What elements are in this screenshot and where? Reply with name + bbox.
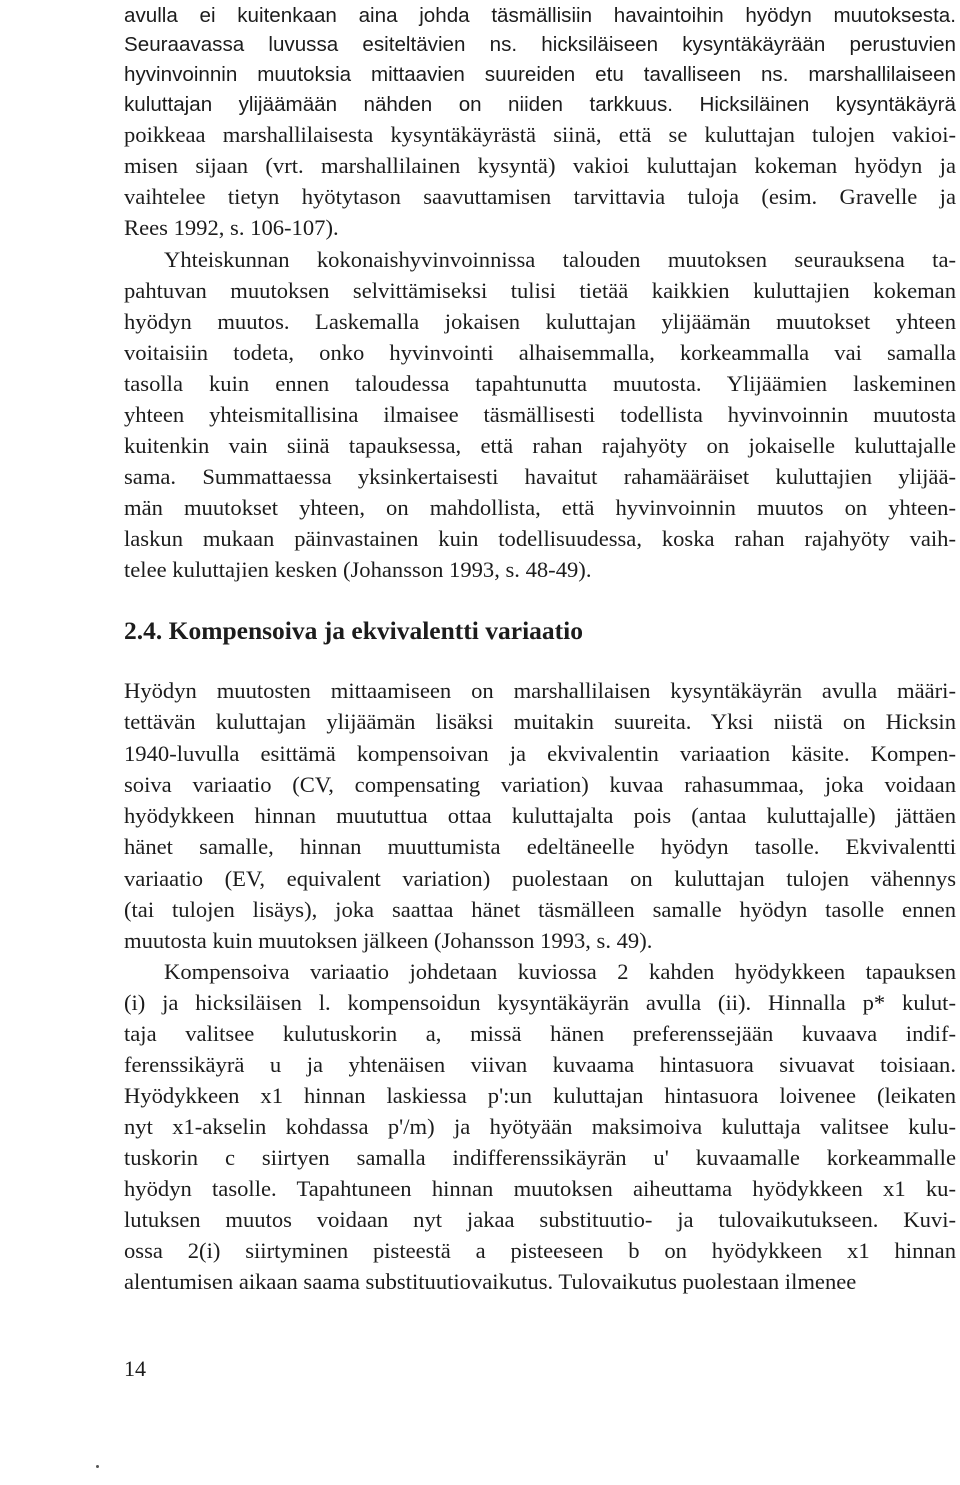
text-line: (i) ja hicksiläisen l. kompensoidun kysyntäkäyrän avulla (ii). Hinnalla p* kulut- <box>124 990 956 1015</box>
text-line: pahtuvan muutoksen selvittämiseksi tulisi tietää kaikkien kuluttajien kokeman <box>124 278 956 303</box>
page-number: 14 <box>124 1356 146 1381</box>
text-line: sama. Summattaessa yksinkertaisesti havaitut rahamääräiset kuluttajien ylijää- <box>124 464 956 489</box>
text-line: vaihtelee tietyn hyötytason saavuttamisen tarvittavia tuloja (esim. Gravelle ja <box>124 184 956 209</box>
text-line: misen sijaan (vrt. marshallilainen kysyntä) vakioi kuluttajan kokeman hyödyn ja <box>124 153 956 178</box>
text-line: hyödykkeen hinnan muututtua ottaa kuluttajalta pois (antaa kuluttajalle) jättäen <box>124 803 956 828</box>
text-line: Hyödykkeen x1 hinnan laskiessa p':un kuluttajan hintasuora loivenee (leikaten <box>124 1083 956 1108</box>
text-line: ossa 2(i) siirtyminen pisteestä a pisteeseen b on hyödykkeen x1 hinnan <box>124 1238 956 1263</box>
text-line: Kompensoiva variaatio johdetaan kuviossa 2 kahden hyödykkeen tapauksen <box>164 959 956 984</box>
text-line: soiva variaatio (CV, compensating variation) kuvaa rahasummaa, joka voidaan <box>124 772 956 797</box>
text-line: yhteen yhteismitallisina ilmaisee täsmällisesti todellista hyvinvoinnin muutosta <box>124 402 956 427</box>
text-line: kuitenkin vain siinä tapauksessa, että rahan rajahyöty on jokaiselle kuluttajalle <box>124 433 956 458</box>
section-heading: 2.4. Kompensoiva ja ekvivalentti variaatio <box>124 616 583 645</box>
text-line: poikkeaa marshallilaisesta kysyntäkäyrästä siinä, että se kuluttajan tulojen vakioi- <box>124 122 956 147</box>
text-line: taja valitsee kulutuskorin a, missä hänen preferenssejään kuvaava indif- <box>124 1021 956 1046</box>
text-line: avulla ei kuitenkaan aina johda täsmällisiin havaintoihin hyödyn muutoksesta. <box>124 4 956 27</box>
text-line: 1940-luvulla esittämä kompensoivan ja ekvivalentin variaation käsite. Kompen- <box>124 741 956 766</box>
text-line: Hyödyn muutosten mittaamiseen on marshallilaisen kysyntäkäyrän avulla määri- <box>124 678 956 703</box>
text-line: (tai tulojen lisäys), joka saattaa hänet täsmälleen samalle hyödyn tasolle ennen <box>124 897 956 922</box>
text-line: laskun mukaan päinvastainen kuin todellisuudessa, koska rahan rajahyöty vaih- <box>124 526 956 551</box>
text-line: nyt x1-akselin kohdassa p'/m) ja hyötyään maksimoiva kuluttaja valitsee kulu- <box>124 1114 956 1139</box>
text-line: telee kuluttajien kesken (Johansson 1993, s. 48-49). <box>124 557 592 582</box>
text-line: hyödyn tasolle. Tapahtuneen hinnan muutoksen aiheuttama hyödykkeen x1 ku- <box>124 1176 956 1201</box>
text-line: muutosta kuin muutoksen jälkeen (Johansson 1993, s. 49). <box>124 928 653 953</box>
scan-speck <box>96 1465 99 1468</box>
text-line: alentumisen aikaan saama substituutiovaikutus. Tulovaikutus puolestaan ilmenee <box>124 1269 857 1294</box>
text-line: tasolla kuin ennen taloudessa tapahtunutta muutosta. Ylijäämien laskeminen <box>124 371 956 396</box>
text-line: hyödyn muutos. Laskemalla jokaisen kuluttajan ylijäämän muutokset yhteen <box>124 309 956 334</box>
text-line: ferenssikäyrä u ja yhtenäisen viivan kuvaama hintasuora sivuavat toisiaan. <box>124 1052 956 1077</box>
text-line: Rees 1992, s. 106-107). <box>124 215 339 240</box>
text-line: tuskorin c siirtyen samalla indifferenssikäyrän u' kuvaamalle korkeammalle <box>124 1145 956 1170</box>
text-line: kuluttajan ylijäämään nähden on niiden tarkkuus. Hicksiläinen kysyntäkäyrä <box>124 93 956 116</box>
text-line: män muutokset yhteen, on mahdollista, että hyvinvoinnin muutos on yhteen- <box>124 495 956 520</box>
text-line: variaatio (EV, equivalent variation) puolestaan on kuluttajan tulojen vähennys <box>124 866 956 891</box>
text-line: tettävän kuluttajan ylijäämän lisäksi muitakin suureita. Yksi niistä on Hicksin <box>124 709 956 734</box>
text-line: Yhteiskunnan kokonaishyvinvoinnissa talouden muutoksen seurauksena ta- <box>164 247 956 272</box>
text-line: Seuraavassa luvussa esiteltävien ns. hicksiläiseen kysyntäkäyrään perustuvien <box>124 33 956 56</box>
text-line: hänet samalle, hinnan muuttumista edeltäneelle hyödyn tasolle. Ekvivalentti <box>124 834 956 859</box>
text-line: lutuksen muutos voidaan nyt jakaa substituutio- ja tulovaikutukseen. Kuvi- <box>124 1207 956 1232</box>
text-line: hyvinvoinnin muutoksia mittaavien suureiden etu tavalliseen ns. marshallilaiseen <box>124 63 956 86</box>
text-line: voitaisiin todeta, onko hyvinvointi alhaisemmalla, korkeammalla vai samalla <box>124 340 956 365</box>
